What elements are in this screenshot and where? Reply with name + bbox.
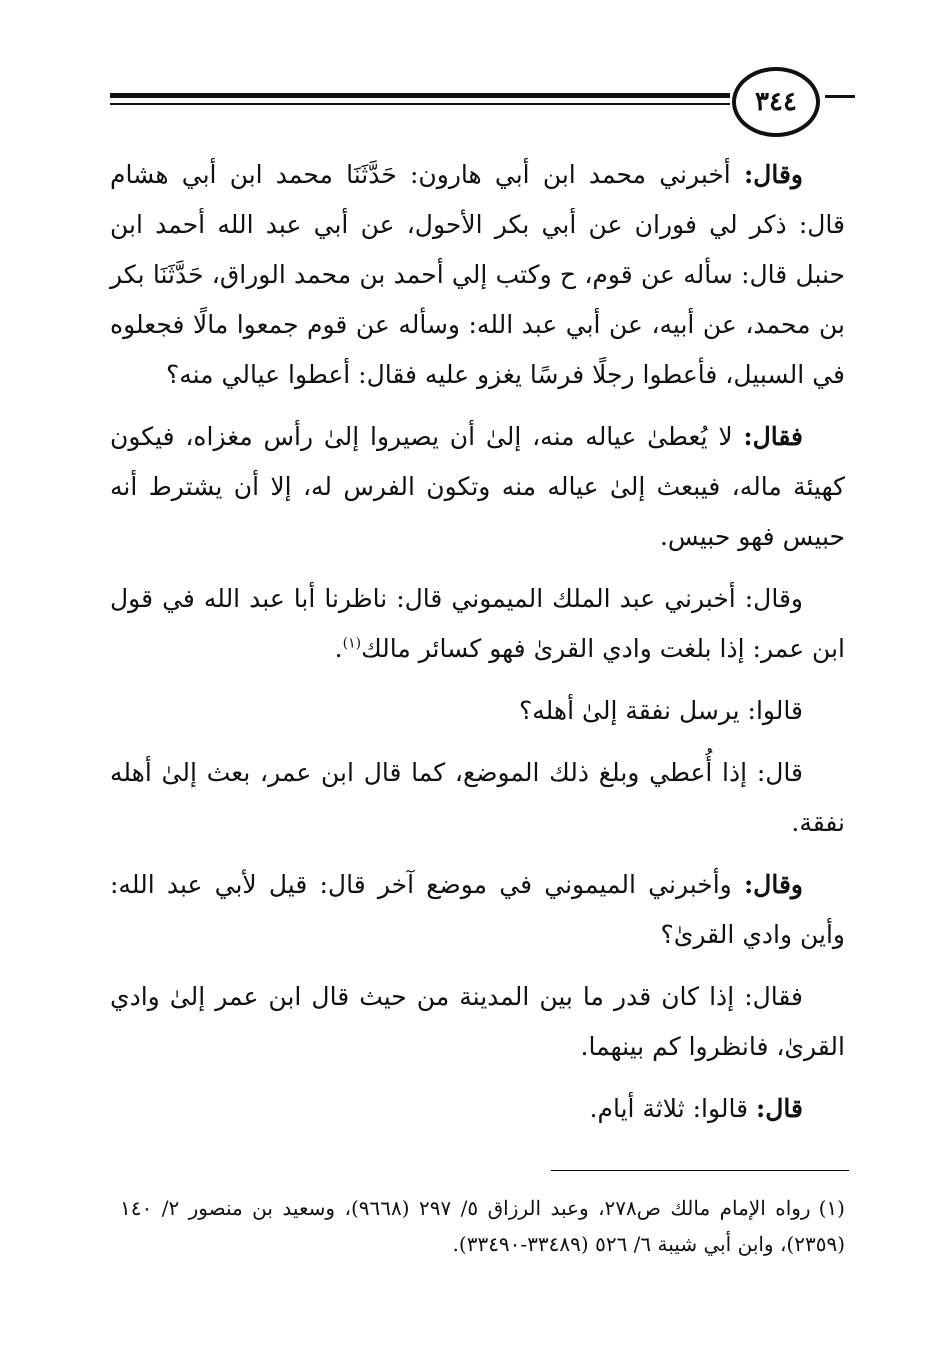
paragraph-text-end: . [334,634,343,663]
footnote [120,1190,845,1262]
paragraph-text: قالوا: يرسل نفقة إلىٰ أهله؟ [518,696,803,725]
header-rule-thin [110,103,730,105]
page-body [110,150,845,1146]
paragraph-2 [110,412,845,562]
speaker-label: فقال: [743,422,803,451]
footnote-reference[interactable]: (١) [342,635,362,652]
paragraph-text: وأخبرني الميموني في موضع آخر قال: قيل لأبي عبد الله: وأين وادي القرىٰ؟ [110,870,845,949]
paragraph-8 [110,1084,845,1134]
paragraph-text: قالوا: ثلاثة أيام. [589,1094,757,1123]
paragraph-text: فقال: إذا كان قدر ما بين المدينة من حيث قال ابن عمر إلىٰ وادي القرىٰ، فانظروا كم بينهما. [110,982,845,1061]
paragraph-7 [110,972,845,1072]
footnote-text: رواه الإمام مالك ص٢٧٨، وعبد الرزاق ٥/ ٢٩٧ (٩٦٦٨)، وسعيد بن منصور ٢/ ١٤٠ (٢٣٥٩)، وابن أبي شيبة ٦/ ٥٢٦ (٣٣٤٨٩-٣٣٤٩٠). [120,1196,845,1256]
paragraph-text: أخبرني محمد ابن أبي هارون: حَدَّثَنَا محمد ابن أبي هشام قال: ذكر لي فوران عن أبي بكر الأحول، عن أبي عبد الله أحمد ابن حنبل قال: سأله عن قوم، ح وكتب إلي أحمد بن محمد الوراق، حَدَّثَنَا بكر بن محمد، عن أبيه، عن أبي عبد الله: وسأله عن قوم جمعوا مالًا فجعلوه في السبيل، فأعطوا رجلًا فرسًا يغزو عليه فقال: أعطوا عيالي منه؟ [110,160,845,389]
header-rule-stub [825,95,855,98]
speaker-label: وقال: [743,160,803,189]
page-header [100,60,860,140]
paragraph-1 [110,150,845,400]
footnote-number: (١) [818,1196,845,1220]
page-number: ٣٤٤ [732,67,820,137]
paragraph-text: لا يُعطىٰ عياله منه، إلىٰ أن يصيروا إلىٰ رأس مغزاه، فيكون كهيئة ماله، فيبعث إلىٰ عياله منه وتكون الفرس له، إلا أن يشترط أنه حبيس فهو حبيس. [110,422,845,551]
paragraph-6 [110,860,845,960]
paragraph-4 [110,686,845,736]
speaker-label: وقال: [743,870,803,899]
speaker-label: قال: [756,1094,803,1123]
paragraph-text: وقال: أخبرني عبد الملك الميموني قال: ناظرنا أبا عبد الله في قول ابن عمر: إذا بلغت وادي القرىٰ فهو كسائر مالك [110,584,845,663]
footnote-separator [551,1170,849,1171]
paragraph-text: قال: إذا أُعطي وبلغ ذلك الموضع، كما قال ابن عمر، بعث إلىٰ أهله نفقة. [110,758,845,837]
paragraph-5 [110,748,845,848]
paragraph-3 [110,574,845,674]
header-rule-thick [110,93,730,98]
